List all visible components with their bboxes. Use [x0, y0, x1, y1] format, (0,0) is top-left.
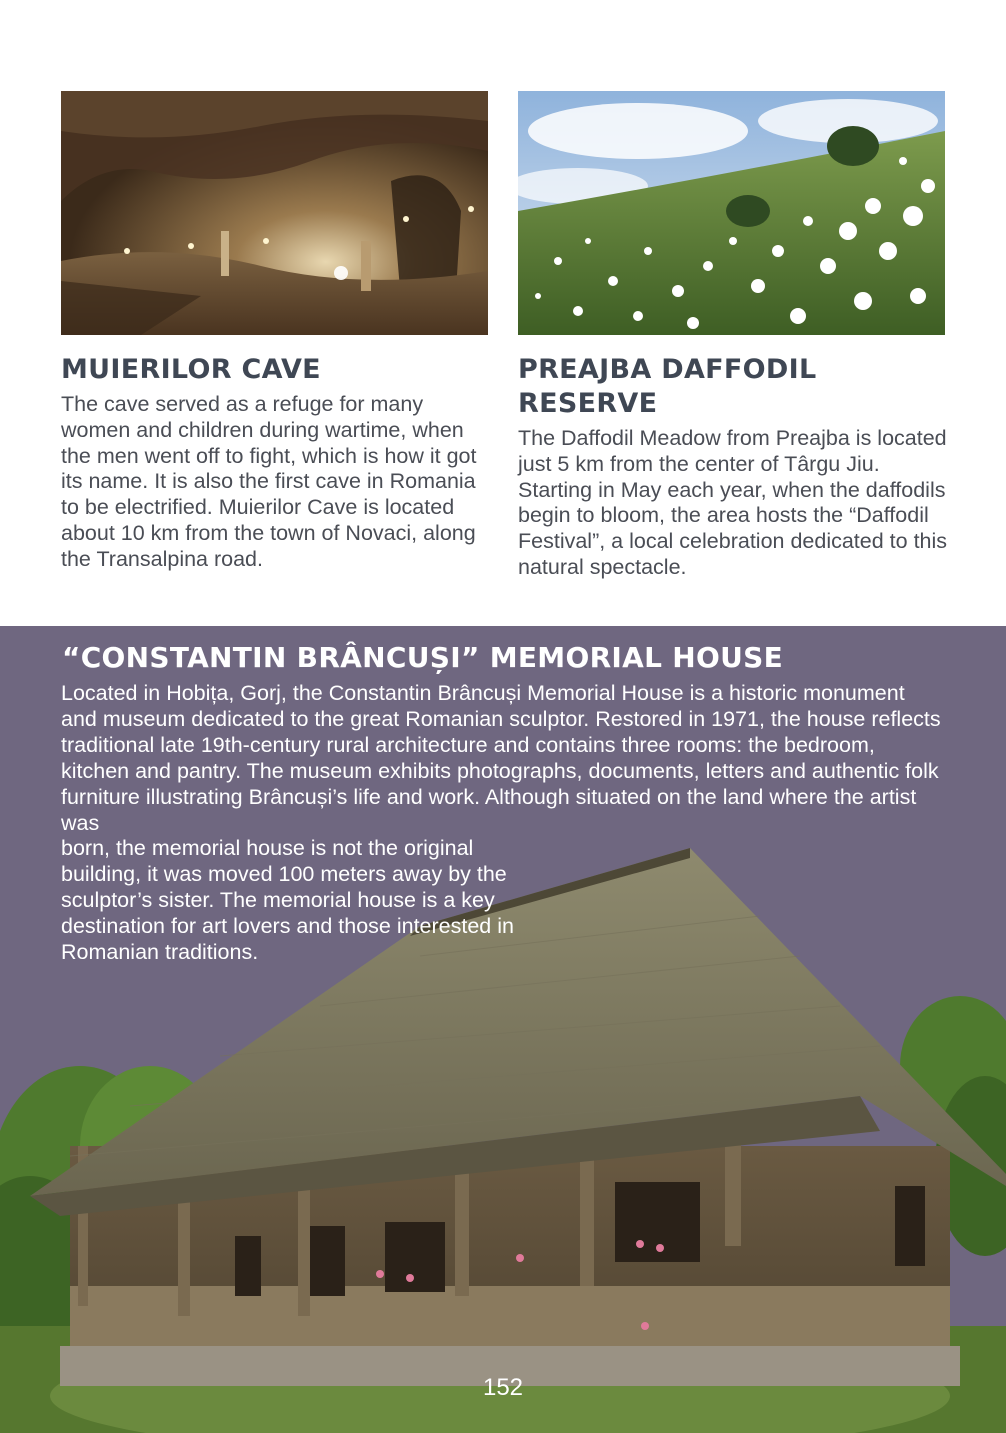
- cave-photo: [61, 91, 488, 335]
- memorial-house-title: “CONSTANTIN BRÂNCUȘI” MEMORIAL HOUSE: [62, 641, 784, 674]
- memorial-house-description: Located in Hobița, Gorj, the Constantin Brâncuși Memorial House is a historic monument and museum dedicated to the great Romanian sculptor. Restored in 1971, the house reflects traditional late 19th-century rural architecture and contains three rooms: the bedroom, kitchen and pantry. The museum exhibits photographs, documents, letters and authentic folk furniture illustrating Brâncuși’s life and work. Although situated on the land where the artist was: [61, 681, 941, 835]
- preajba-reserve-description: The Daffodil Meadow from Preajba is located just 5 km from the center of Târgu Jiu. Starting in May each year, when the daffodils begin to bloom, the area hosts the “Daffodil Festival”, a local celebration dedicated to this natural spectacle.: [518, 426, 948, 579]
- memorial-house-description-continued: born, the memorial house is not the original building, it was moved 100 meters away by the sculptor’s sister. The memorial house is a key destination for art lovers and those interested in Romanian traditions.: [61, 836, 514, 964]
- preajba-reserve-title: PREAJBA DAFFODIL RESERVE: [518, 354, 817, 419]
- daffodil-meadow-photo: [518, 91, 945, 335]
- muierilor-cave-title: MUIERILOR CAVE: [61, 354, 321, 385]
- muierilor-cave-description: The cave served as a refuge for many women and children during wartime, when the men went off to fight, which is how it got its name. It is also the first cave in Romania to be electrified. Muierilor Cave is located about 10 km from the town of Novaci, along the Transalpina road.: [61, 392, 477, 571]
- page-number: 152: [482, 1374, 524, 1401]
